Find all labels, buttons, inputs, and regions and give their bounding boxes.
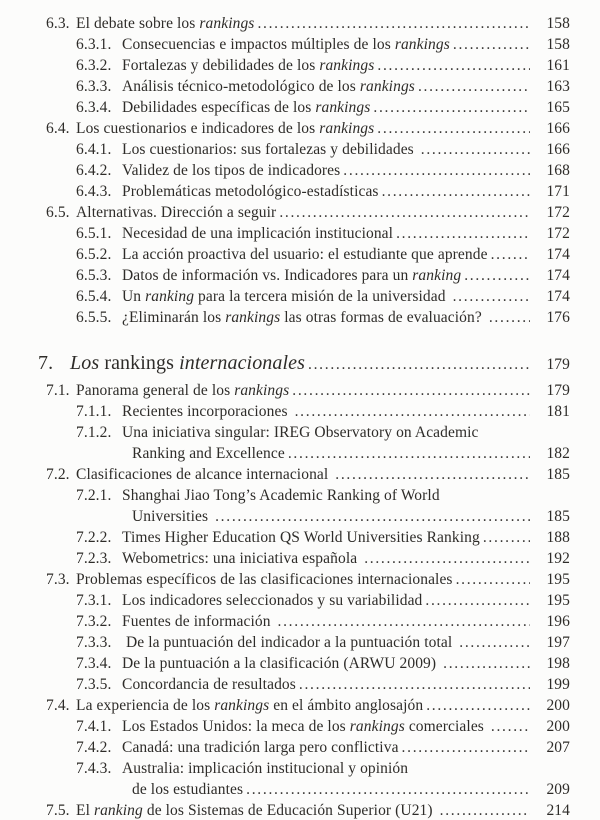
- toc-entry-text-italic: ranking: [93, 802, 143, 819]
- toc-entry-7-1: [46, 380, 570, 401]
- toc-entry-text-run: Clasificaciones de alcance internacional: [76, 466, 333, 483]
- toc-entry-6-3-2: [76, 55, 570, 76]
- toc-entry-text-run: Debilidades específicas de los: [122, 99, 316, 116]
- toc-entry-text: [76, 13, 254, 34]
- toc-entry-text: [76, 800, 437, 820]
- toc-entry-text-run: Times Higher Education QS World Universities Ranking: [122, 529, 480, 546]
- toc-entry-number: 6.5.4.: [76, 288, 112, 305]
- toc-entry-text-run: rankings: [104, 352, 180, 374]
- toc-entry-text-run: de los Sistemas de Educación Superior (U21): [142, 802, 437, 819]
- leader-dots: [464, 265, 530, 286]
- toc-entry-6-3-4: [76, 97, 570, 118]
- leader-dots: [335, 464, 530, 485]
- leader-dots: [343, 160, 530, 181]
- toc-chapter-heading: [38, 350, 570, 378]
- page-number: 171: [546, 183, 570, 200]
- leader-dots: [491, 244, 530, 265]
- page-number: 158: [546, 36, 570, 53]
- leader-dots: [288, 443, 530, 464]
- toc-entry-text-run: Validez de los tipos de indicadores: [122, 162, 341, 179]
- leader-dots: [426, 695, 530, 716]
- leader-dots: [491, 716, 530, 737]
- page-number: 195: [546, 592, 570, 609]
- toc-entry-number: 6.5.: [46, 204, 70, 221]
- toc-entry-7-3-2: [76, 611, 570, 632]
- toc-entry-text-run: Necesidad de una implicación institucional: [122, 225, 394, 242]
- toc-entry-text-italic: rankings: [394, 36, 450, 53]
- toc-entry-7-2-1-cont: [132, 506, 570, 527]
- toc-entry-text-run: ¿Eliminarán los: [122, 309, 226, 326]
- toc-entry-text-run: Los cuestionarios: sus fortalezas y debilidades: [122, 141, 418, 158]
- toc-entry-text: [76, 118, 374, 139]
- toc-entry-text: [122, 527, 480, 548]
- toc-entry-text-run: La experiencia de los: [76, 697, 215, 714]
- toc-entry-text-run: Concordancia de resultados: [122, 676, 296, 693]
- page-number: 209: [546, 781, 570, 798]
- toc-entry-6-4-3: [76, 181, 570, 202]
- page-number: 172: [546, 204, 570, 221]
- page-number: 166: [546, 120, 570, 137]
- page-number: 179: [546, 356, 570, 373]
- toc-entry-text-run: Los Estados Unidos: la meca de los: [122, 718, 350, 735]
- toc-entry-6-5: [46, 202, 570, 223]
- leader-dots: [295, 401, 530, 422]
- toc-entry-text: [122, 611, 275, 632]
- toc-entry-text: [122, 244, 488, 265]
- toc-entry-7-4-2: [76, 737, 570, 758]
- toc-entry-text-run: en el ámbito anglosajón: [269, 697, 424, 714]
- toc-entry-text-run: De la puntuación a la clasificación (ARWU 2009): [122, 655, 441, 672]
- page-number: 172: [546, 225, 570, 242]
- toc-entry-number: 7.1.2.: [76, 424, 112, 441]
- toc-entry-text-run: Shanghai Jiao Tong’s Academic Ranking of World: [122, 487, 440, 504]
- page-number: 179: [546, 382, 570, 399]
- leader-dots: [418, 76, 530, 97]
- toc-entry-6-5-4: [76, 286, 570, 307]
- toc-entry-text: [122, 286, 450, 307]
- toc-entry-text-italic: Los: [70, 352, 105, 374]
- toc-entry-number: 6.3.1.: [76, 36, 112, 53]
- toc-entry-text-italic: rankings: [319, 57, 375, 74]
- toc-entry-text-run: Problemas específicos de las clasificaciones internacionales: [76, 571, 453, 588]
- toc-entry-7-1-2-cont: [132, 443, 570, 464]
- toc-entry-text-italic: rankings: [319, 120, 375, 137]
- leader-dots: [279, 202, 530, 223]
- toc-entry-text-run: Panorama general de los: [76, 382, 235, 399]
- toc-entry-6-3: [46, 13, 570, 34]
- leader-dots: [377, 118, 530, 139]
- toc-entry-text: [122, 401, 292, 422]
- page-number: 192: [546, 550, 570, 567]
- toc-entry-text-italic: rankings: [199, 15, 255, 32]
- toc-entry-number: 7.5.: [46, 802, 70, 819]
- toc-entry-text-run: La acción proactiva del usuario: el estudiante que aprende: [122, 246, 488, 263]
- toc-entry-text-italic: rankings: [359, 78, 415, 95]
- toc-entry-number: 7.2.1.: [76, 487, 112, 504]
- toc-entry-text-run: Los indicadores seleccionados y su variabilidad: [122, 592, 423, 609]
- toc-entry-number: 6.5.1.: [76, 225, 112, 242]
- toc-entry-text: [76, 569, 453, 590]
- toc-entry-6-5-1: [76, 223, 570, 244]
- toc-entry-text-italic: rankings: [225, 309, 281, 326]
- toc-entry-text: [132, 779, 243, 800]
- toc-entry-text-italic: internacionales: [179, 352, 306, 374]
- toc-entry-text-run: Canadá: una tradición larga pero conflictiva: [122, 739, 399, 756]
- toc-entry-7-5: [46, 800, 570, 820]
- toc-entry-6-4-1: [76, 139, 570, 160]
- toc-entry-text: [122, 590, 422, 611]
- toc-entry-6-3-1: [76, 34, 570, 55]
- toc-entry-7-2: [46, 464, 570, 485]
- toc-entry-text: [122, 716, 488, 737]
- toc-entry-text-run: Recientes incorporaciones: [122, 403, 292, 420]
- page-number: 214: [546, 802, 570, 819]
- toc-entry-text: [122, 76, 415, 97]
- toc-entry-6-5-3: [76, 265, 570, 286]
- toc-entry-number: 6.3.2.: [76, 57, 112, 74]
- leader-dots: [421, 139, 530, 160]
- leader-dots: [373, 97, 530, 118]
- toc-entry-number: 7.2.: [46, 466, 70, 483]
- toc-entry-text-run: las otras formas de evaluación?: [280, 309, 486, 326]
- toc-entry-text: [76, 202, 276, 223]
- leader-dots: [364, 548, 530, 569]
- toc-entry-text: [122, 307, 486, 328]
- page-number: 176: [546, 309, 570, 326]
- toc-entry-number: 7.4.2.: [76, 739, 112, 756]
- page-number: 182: [546, 445, 570, 462]
- toc-entry-6-3-3: [76, 76, 570, 97]
- toc-entry-text-italic: rankings: [315, 99, 371, 116]
- toc-entry-text-italic: rankings: [349, 718, 405, 735]
- toc-entry-6-5-5: [76, 307, 570, 328]
- toc-entry-number: 6.4.1.: [76, 141, 112, 158]
- toc-list: [38, 13, 570, 820]
- leader-dots: [396, 223, 530, 244]
- leader-dots: [459, 632, 530, 653]
- toc-entry-7-4-3-cont: [132, 779, 570, 800]
- toc-entry-text-run: comerciales: [404, 718, 488, 735]
- toc-entry-number: 6.3.: [46, 15, 70, 32]
- page-number: 207: [546, 739, 570, 756]
- page-number: 185: [546, 466, 570, 483]
- toc-entry-text-italic: rankings: [234, 382, 290, 399]
- toc-entry-text-run: Universities: [132, 508, 213, 525]
- toc-entry-text-run: Los cuestionarios e indicadores de los: [76, 120, 320, 137]
- toc-entry-text: [122, 632, 456, 653]
- toc-entry-7-2-2: [76, 527, 570, 548]
- toc-entry-number: 7.2.3.: [76, 550, 112, 567]
- toc-entry-text-run: Datos de información vs. Indicadores para un: [122, 267, 413, 284]
- toc-entry-text-run: de los estudiantes: [132, 781, 244, 798]
- toc-entry-text: [132, 506, 212, 527]
- toc-entry-text: [122, 97, 370, 118]
- page-number: 174: [546, 267, 570, 284]
- toc-entry-text: [122, 34, 450, 55]
- toc-entry-number: 7.4.3.: [76, 760, 112, 777]
- page-number: 200: [546, 718, 570, 735]
- toc-entry-number: 7.3.2.: [76, 613, 112, 630]
- leader-dots: [456, 569, 530, 590]
- toc-entry-text: [132, 443, 285, 464]
- toc-entry-7-1-1: [76, 401, 570, 422]
- toc-entry-text-run: El: [76, 802, 94, 819]
- toc-entry-text-run: Consecuencias e impactos múltiples de los: [122, 36, 395, 53]
- leader-dots: [278, 611, 530, 632]
- page-number: 181: [546, 403, 570, 420]
- toc-entry-text-run: Australia: implicación institucional y opinión: [122, 760, 409, 777]
- toc-entry-7-1-2: [76, 422, 570, 443]
- leader-dots: [489, 307, 530, 328]
- toc-entry-number: 7.3.5.: [76, 676, 112, 693]
- toc-entry-text-run: El debate sobre los: [76, 15, 200, 32]
- toc-entry-number: 6.4.: [46, 120, 70, 137]
- page-number: 174: [546, 288, 570, 305]
- toc-entry-7-4-1: [76, 716, 570, 737]
- toc-entry-number: 7.1.1.: [76, 403, 112, 420]
- toc-entry-text-run: De la puntuación del indicador a la puntuación total: [122, 634, 457, 651]
- toc-entry-text-run: Alternativas. Dirección a seguir: [76, 204, 277, 221]
- leader-dots: [308, 350, 530, 378]
- toc-entry-number: 7.1.: [46, 382, 70, 399]
- leader-dots: [443, 653, 530, 674]
- leader-dots: [483, 527, 530, 548]
- leader-dots: [257, 13, 530, 34]
- page-number: 166: [546, 141, 570, 158]
- toc-entry-number: 6.3.3.: [76, 78, 112, 95]
- toc-entry-text: [122, 181, 379, 202]
- toc-entry-number: 7.3.4.: [76, 655, 112, 672]
- toc-entry-text: [122, 422, 479, 443]
- toc-entry-number: 6.3.4.: [76, 99, 112, 116]
- page-number: 158: [546, 15, 570, 32]
- toc-entry-text-italic: rankings: [214, 697, 270, 714]
- toc-entry-text: [122, 758, 408, 779]
- toc-entry-7-3: [46, 569, 570, 590]
- toc-entry-text: [122, 548, 361, 569]
- page-number: 165: [546, 99, 570, 116]
- toc-entry-text-run: Ranking and Excellence: [132, 445, 285, 462]
- toc-entry-6-4: [46, 118, 570, 139]
- leader-dots: [215, 506, 530, 527]
- toc-entry-text-run: Fuentes de información: [122, 613, 275, 630]
- leader-dots: [292, 380, 530, 401]
- leader-dots: [299, 674, 530, 695]
- toc-entry-text: [122, 485, 440, 506]
- toc-entry-6-5-2: [76, 244, 570, 265]
- toc-entry-7-2-1: [76, 485, 570, 506]
- toc-entry-number: 7.4.: [46, 697, 70, 714]
- toc-entry-number: 6.4.2.: [76, 162, 112, 179]
- toc-entry-7-3-4: [76, 653, 570, 674]
- leader-dots: [453, 34, 530, 55]
- toc-entry-text: [122, 139, 418, 160]
- toc-entry-number: 7.3.3.: [76, 634, 112, 651]
- toc-entry-text: [122, 265, 461, 286]
- toc-entry-text: [122, 223, 393, 244]
- toc-entry-7-2-3: [76, 548, 570, 569]
- page-number: 168: [546, 162, 570, 179]
- leader-dots: [453, 286, 530, 307]
- toc-entry-number: 6.5.5.: [76, 309, 112, 326]
- toc-entry-text-run: Una iniciativa singular: IREG Observatory on Academic: [122, 424, 479, 441]
- page-number: 174: [546, 246, 570, 263]
- toc-entry-number: 7.3.: [46, 571, 70, 588]
- toc-entry-number: 6.5.2.: [76, 246, 112, 263]
- toc-entry-number: 6.4.3.: [76, 183, 112, 200]
- toc-entry-text-run: Fortalezas y debilidades de los: [122, 57, 320, 74]
- page-number: 198: [546, 655, 570, 672]
- toc-entry-text-run: Problemáticas metodológico-estadísticas: [122, 183, 379, 200]
- toc-entry-6-4-2: [76, 160, 570, 181]
- toc-entry-text-run: para la tercera misión de la universidad: [194, 288, 450, 305]
- toc-entry-text: [122, 737, 399, 758]
- page-number: 196: [546, 613, 570, 630]
- toc-entry-text-italic: ranking: [145, 288, 195, 305]
- leader-dots: [382, 181, 530, 202]
- toc-entry-text-run: Análisis técnico-metodológico de los: [122, 78, 360, 95]
- leader-dots: [402, 737, 530, 758]
- toc-entry-7-3-3: [76, 632, 570, 653]
- toc-entry-text: [76, 464, 332, 485]
- toc-entry-number: 6.5.3.: [76, 267, 112, 284]
- toc-entry-7-4: [46, 695, 570, 716]
- page-number: 161: [546, 57, 570, 74]
- page-number: 185: [546, 508, 570, 525]
- toc-entry-text: [122, 55, 374, 76]
- page-number: 200: [546, 697, 570, 714]
- leader-dots: [377, 55, 530, 76]
- page-number: 195: [546, 571, 570, 588]
- toc-entry-text: [76, 695, 423, 716]
- toc-entry-number: 7.2.2.: [76, 529, 112, 546]
- page-number: 188: [546, 529, 570, 546]
- toc-entry-number: 7.: [38, 352, 54, 374]
- toc-entry-text: [70, 350, 305, 376]
- page-number: 199: [546, 676, 570, 693]
- leader-dots: [425, 590, 530, 611]
- page-number: 163: [546, 78, 570, 95]
- toc-entry-number: 7.3.1.: [76, 592, 112, 609]
- toc-entry-7-3-5: [76, 674, 570, 695]
- toc-entry-number: 7.4.1.: [76, 718, 112, 735]
- toc-entry-text: [122, 653, 440, 674]
- page-number: 197: [546, 634, 570, 651]
- toc-entry-7-4-3: [76, 758, 570, 779]
- toc-entry-text-run: Un: [122, 288, 146, 305]
- toc-entry-text: [76, 380, 289, 401]
- toc-entry-text-run: Webometrics: una iniciativa española: [122, 550, 362, 567]
- toc-entry-text: [122, 674, 296, 695]
- toc-entry-7-3-1: [76, 590, 570, 611]
- leader-dots: [246, 779, 530, 800]
- leader-dots: [440, 800, 530, 820]
- toc-entry-text-italic: ranking: [412, 267, 462, 284]
- toc-entry-text: [122, 160, 340, 181]
